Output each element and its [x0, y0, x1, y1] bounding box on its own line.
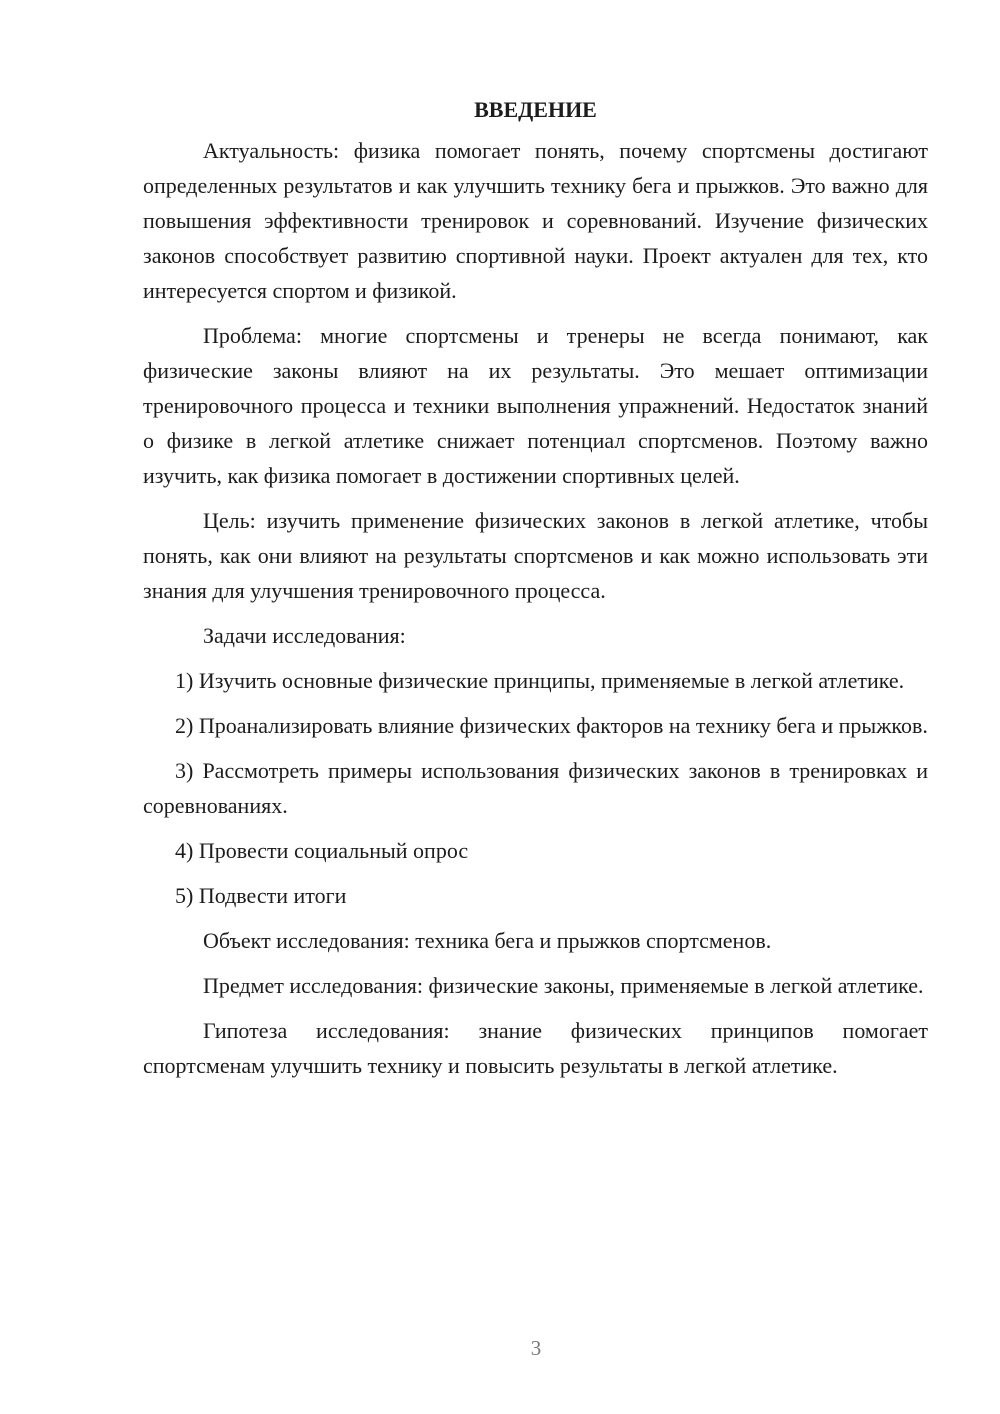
section-title: ВВЕДЕНИЕ: [474, 97, 597, 122]
research-object: Объект исследования: техника бега и прыжков спортсменов.: [203, 928, 772, 953]
page-content: [143, 92, 928, 1093]
task-item-3: 3) Рассмотреть примеры использования физических законов в тренировках и соревнованиях.: [143, 758, 928, 818]
task-item-1: 1) Изучить основные физические принципы, применяемые в легкой атлетике.: [175, 668, 905, 693]
research-hypothesis: Гипотеза исследования: знание физических принципов помогает спортсменам улучшить технику и повысить результаты в легкой атлетике.: [143, 1018, 928, 1078]
task-item-4: 4) Провести социальный опрос: [175, 838, 469, 863]
paragraph-relevance: Актуальность: физика помогает понять, почему спортсмены достигают определенных результатов и как улучшить технику бега и прыжков. Это важно для повышения эффективности тренировок и соревнований. Изучение физических законов способствует развитию спортивной науки. Проект актуален для тех, кто интересуется спортом и физикой.: [143, 138, 928, 303]
page-number: 3: [530, 1336, 542, 1360]
paragraph-goal: Цель: изучить применение физических законов в легкой атлетике, чтобы понять, как они влияют на результаты спортсменов и как можно использовать эти знания для улучшения тренировочного процесса.: [143, 508, 928, 603]
task-item-5: 5) Подвести итоги: [175, 883, 347, 908]
research-subject: Предмет исследования: физические законы, применяемые в легкой атлетике.: [203, 973, 924, 998]
tasks-heading: Задачи исследования:: [203, 623, 406, 648]
paragraph-problem: Проблема: многие спортсмены и тренеры не всегда понимают, как физические законы влияют на их результаты. Это мешает оптимизации тренировочного процесса и техники выполнения упражнений. Недостаток знаний о физике в легкой атлетике снижает потенциал спортсменов. Поэтому важно изучить, как физика помогает в достижении спортивных целей.: [143, 323, 928, 488]
task-item-2: 2) Проанализировать влияние физических факторов на технику бега и прыжков.: [175, 713, 928, 738]
